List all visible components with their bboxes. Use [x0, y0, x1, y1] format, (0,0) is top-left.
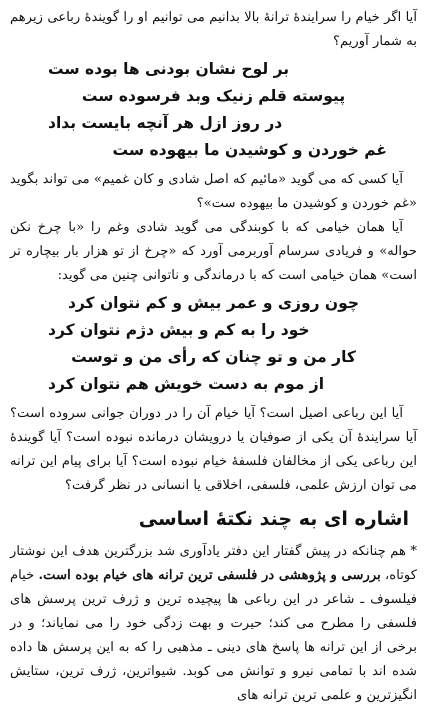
section-paragraph [10, 540, 417, 708]
quatrain-2-line-1: چون روزی و عمر بیش و کم نتوان کرد [67, 294, 360, 312]
quatrain-2-line-2: خود را به کم و بیش دژم نتوان کرد [48, 321, 310, 339]
section-heading: اشاره ای به چند نکتهٔ اساسی [138, 508, 409, 530]
khayyam-paragraph: آیا همان خیامی که با کوبندگی می گوید شادی وغم را «با چرخ نکن حواله» و فریادی سرسام آوربرمی آورد که «چرخ از تو هزار بار بیچاره تر است» همان خیامی است که با درماندگی و ناتوانی چنین می گوید: [10, 220, 417, 283]
quatrain-1-line-1: بر لوح نشان بودنی ها بوده ست [48, 60, 290, 78]
quatrain-1-line-2: پیوسته قلم زنیک وبد فرسوده ست [81, 87, 346, 105]
quatrain-2-line-3: کار من و تو چنان که رأی من و توست [71, 348, 356, 366]
quatrain-1 [10, 56, 417, 164]
quatrain-2 [10, 290, 417, 398]
section-paragraph-rest: خیام فیلسوف ـ شاعر در این رباعی ها پیچیده ترین و ژرف ترین پرسش های فلسفی را مطرح می کند؛ حیرت و بهت زدگی خود را می نمایاند؛ و در برخی از این ترانه ها پاسخ های دینی ـ مذهبی را که به این پرسش ها داده شده اند با تمامی نیرو و توانش می کوبد. شیواترین، ژرف ترین، ستایش انگیزترین و علمی ترین ترانه های [10, 568, 417, 703]
section-paragraph-prefix: * هم چنانکه در پیش گفتار این دفتر یادآوری شد بزرگترین هدف این نوشتار کوتاه، [10, 544, 417, 583]
quatrain-1-line-3: در روز ازل هر آنچه بایست بداد [48, 114, 283, 132]
section-paragraph-bold: بررسی و پژوهشی در فلسفی ترین ترانه های خیام بوده است. [38, 568, 381, 583]
intro-paragraph: آیا اگر خیام را سرایندهٔ ترانهٔ بالا بدانیم می توانیم او را گویندهٔ رباعی زیرهم به شمار آوریم؟ [10, 10, 417, 49]
question-paragraph: آیا کسی که می گوید «مائیم که اصل شادی و کان غمیم» می تواند بگوید «غم خوردن و کوشیدن ما بیهوده ست»؟ [10, 172, 417, 211]
quatrain-1-line-4: غم خوردن و کوشیدن ما بیهوده ست [112, 141, 387, 159]
final-paragraph: آیا این رباعی اصیل است؟ آیا خیام آن را در دوران جوانی سروده است؟ آیا سرایندهٔ آن یکی از صوفیان یا درویشان درمانده نبوده است؟ آیا گویندهٔ این رباعی یکی از مخالفان فلسفهٔ خیام نبوده است؟ آیا برای پیام این ترانه می توان ارزش علمی، فلسفی، اخلاقی یا انسانی در نظر گرفت؟ [10, 406, 417, 493]
quatrain-2-line-4: از موم به دست خویش هم نتوان کرد [48, 375, 325, 393]
